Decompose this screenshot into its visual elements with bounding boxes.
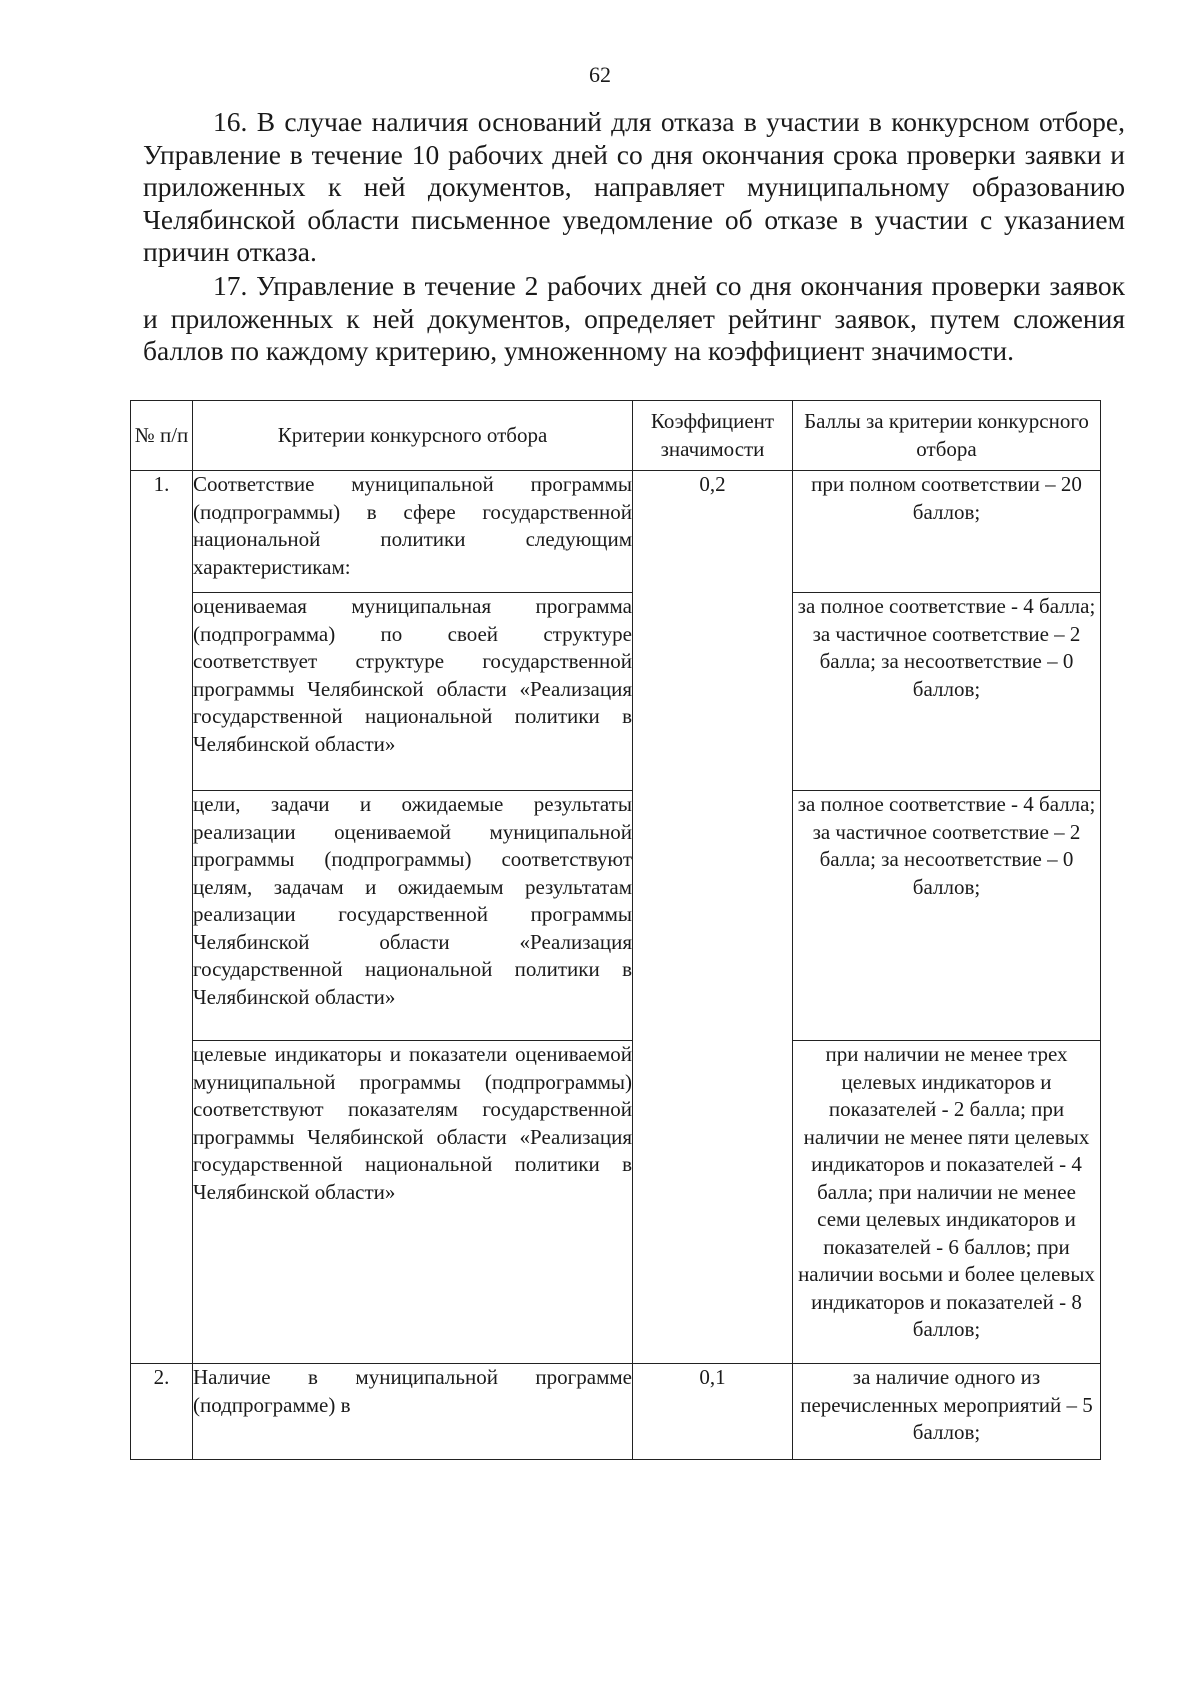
paragraph-17: 17. Управление в течение 2 рабочих дней со дня окончания проверки заявок и приложенных к ней документов, определяет рейтинг заявок, путем сложения баллов по каждому критерию, умноженному на коэффициент значимости. bbox=[143, 270, 1125, 366]
header-coefficient: Коэффициент значимости bbox=[633, 401, 793, 471]
header-criteria: Критерии конкурсного отбора bbox=[193, 401, 633, 471]
row-1-coefficient: 0,2 bbox=[633, 471, 793, 1364]
row-1-sub1-score: за полное соответствие - 4 балла; за частичное соответствие – 2 балла; за несоответствие – 0 баллов; bbox=[793, 593, 1101, 791]
row-1-sub3-criteria: целевые индикаторы и показатели оцениваемой муниципальной программы (подпрограммы) соответствуют показателям государственной программы Челябинской области «Реализация государственной национальной политики в Челябинской области» bbox=[193, 1041, 633, 1364]
row-1-sub1-criteria: оцениваемая муниципальная программа (подпрограмма) по своей структуре соответствует структуре государственной программы Челябинской области «Реализация государственной национальной политики в Челябинской области» bbox=[193, 593, 633, 791]
row-2-coefficient: 0,1 bbox=[633, 1364, 793, 1460]
row-2-score: за наличие одного из перечисленных мероприятий – 5 баллов; bbox=[793, 1364, 1101, 1460]
header-num: № п/п bbox=[131, 401, 193, 471]
row-2-number: 2. bbox=[131, 1364, 193, 1460]
row-1-score-main: при полном соответствии – 20 баллов; bbox=[793, 471, 1101, 593]
table-row bbox=[131, 1041, 1101, 1364]
row-1-number: 1. bbox=[131, 471, 193, 1364]
header-score: Баллы за критерии конкурсного отбора bbox=[793, 401, 1101, 471]
criteria-table bbox=[130, 400, 1101, 1460]
table-row bbox=[131, 1364, 1101, 1460]
table-header-row bbox=[131, 401, 1101, 471]
paragraph-16: 16. В случае наличия оснований для отказа в участии в конкурсном отборе, Управление в течение 10 рабочих дней со дня окончания срока проверки заявки и приложенных к ней документов, направляет муниципальному образованию Челябинской области письменное уведомление об отказе в участии с указанием причин отказа. bbox=[143, 106, 1125, 267]
row-1-sub3-score: при наличии не менее трех целевых индикаторов и показателей - 2 балла; при наличии не менее пяти целевых индикаторов и показателей - 4 балла; при наличии не менее семи целевых индикаторов и показателей - 6 баллов; при наличии восьми и более целевых индикаторов и показателей - 8 баллов; bbox=[793, 1041, 1101, 1364]
table-row bbox=[131, 791, 1101, 1041]
table-row bbox=[131, 471, 1101, 593]
row-1-criteria-main: Соответствие муниципальной программы (подпрограммы) в сфере государственной национальной политики следующим характеристикам: bbox=[193, 471, 633, 593]
row-1-sub2-score: за полное соответствие - 4 балла; за частичное соответствие – 2 балла; за несоответствие – 0 баллов; bbox=[793, 791, 1101, 1041]
page-number: 62 bbox=[589, 62, 611, 87]
row-1-sub2-criteria: цели, задачи и ожидаемые результаты реализации оцениваемой муниципальной программы (подпрограммы) соответствуют целям, задачам и ожидаемым результатам реализации государственной программы Челябинской области «Реализация государственной национальной политики в Челябинской области» bbox=[193, 791, 633, 1041]
row-2-criteria: Наличие в муниципальной программе (подпрограмме) в bbox=[193, 1364, 633, 1460]
table-row bbox=[131, 593, 1101, 791]
